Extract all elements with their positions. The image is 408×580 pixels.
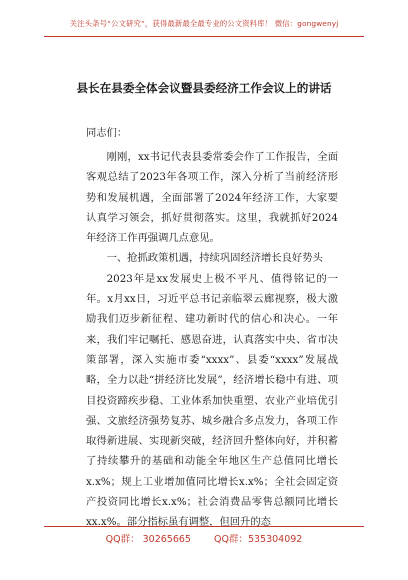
bottom-divider (44, 526, 364, 527)
promo-banner-bottom (0, 531, 408, 545)
document-body (86, 147, 338, 533)
promo-banner-top: 关注头条号“公文研究”，获得最新最全最专业的公文资料库！ 微信：gongwenyj (69, 19, 339, 28)
qq-group-2: QQ群：535304092 (214, 534, 303, 545)
intro-paragraph: 刚刚，xx书记代表县委常委会作了工作报告，全面客观总结了2023年各项工作，深入分析了当前经济形势和发展机遇，全面部署了2024年经济工作，大家要认真学习领会，抓好贯彻落实。这里，我就抓好2024年经济工作再强调几点意见。 (86, 151, 338, 245)
section-heading: 一、抢抓政策机遇，持续巩固经济增长良好势头 (106, 252, 323, 265)
section-paragraph: 2023年是xx发展史上极不平凡、值得铭记的一年。x月xx日，习近平总书记亲临翠云廊视察，极大激励我们迈步新征程、建功新时代的信心和决心。一年来，我们牢记嘱托、感恩奋进，认真落实中央、省市决策部署，深入实施市委“xxxx”、县委“xxxx”发展战略，全力以赴“拼经济比发展”，经济增长稳中有进、项目投资蹄疾步稳、工业体系加快重塑、农业产业培优引强、文旅经济强势复苏、城乡融合多点发力，各项工作取得新进展、实现新突破，经济回升整体向好，并积蓄了持续攀升的基础和动能全年地区生产总值同比增长x.x%；规上工业增加值同比增长x.x%；全社会固定资产投资同比增长x.x%；社会消费品零售总额同比增长xx.x%。部分指标虽有调整，但回升的态 (86, 272, 338, 529)
document-title: 县长在县委全体会议暨县委经济工作会议上的讲话 (76, 81, 332, 95)
qq-group-1: QQ群： 30265665 (105, 534, 191, 545)
salutation: 同志们： (86, 127, 128, 139)
top-divider (44, 36, 364, 37)
